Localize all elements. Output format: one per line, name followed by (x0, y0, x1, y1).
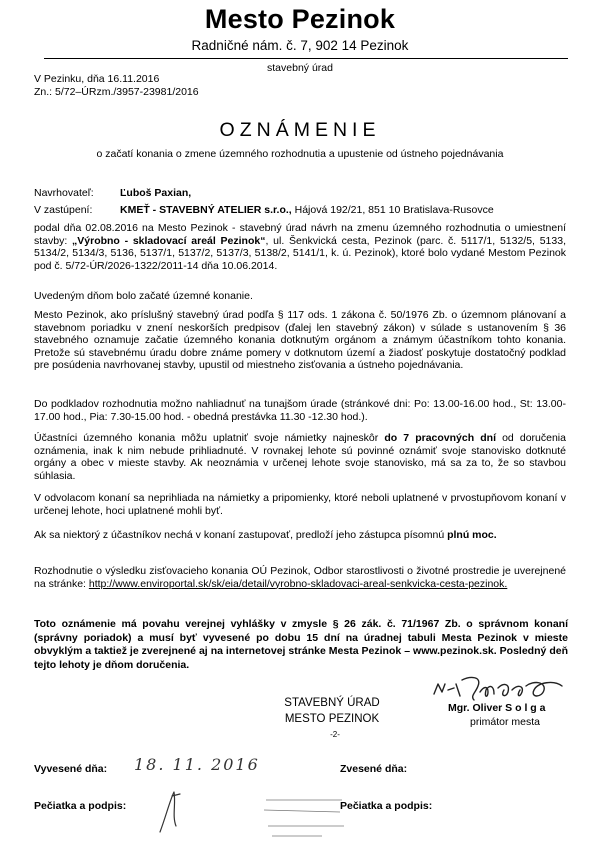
paragraph-started: Uvedeným dňom bolo začaté územné konanie. (34, 290, 253, 302)
place-date: V Pezinku, dňa 16.11.2016 (34, 73, 160, 85)
removed-label: Zvesené dňa: (340, 763, 408, 775)
construction-name: „Výrobno - skladovací areál Pezinok“ (72, 234, 266, 247)
representative-address: Hájová 192/21, 851 10 Bratislava-Rusovce (291, 204, 494, 216)
paragraph-inspection: Do podkladov rozhodnutia možno nahliadnuť na tunajšom úrade (stránkové dni: Po: 13.00-16.00 hod., St: 13.00-17.00 hod., Pia: 7.30-15.00 hod. - obedná prestávka 11.30 -12.30 hod.). (34, 398, 566, 423)
proposer-label: Navrhovateľ: (34, 187, 94, 199)
p1-text-a: podal dňa 02.08.2016 na Mesto Pezinok - stavebný úrad návrh na zmenu územného rozhodnutia o umiestnení stavby: (34, 222, 566, 247)
mayor-role: primátor mesta (470, 716, 541, 728)
header-rule (44, 58, 568, 59)
office-stamp-line1: STAVEBNÝ ÚRAD (284, 697, 380, 709)
mayor-name: Mgr. Oliver S o l g a (448, 702, 546, 714)
enviroportal-link[interactable]: http://www.enviroportal.sk/sk/eia/detail/vyrobno-skladovaci-areal-senkvicka-cesta-pezinok. (88, 577, 508, 590)
p8-text-a: Rozhodnutie o výsledku zisťovacieho konania OÚ Pezinok, Odbor starostlivosti o životné prostredie je uverejnené na stránke: (34, 565, 566, 590)
posted-label: Vyvesené dňa: (34, 763, 108, 775)
proposer-name: Ľuboš Paxian, (120, 187, 192, 199)
p5-text-c: od doručenia oznámenia, inak k nim nebude prihliadnuté. V rovnakej lehote sú povinné oznámiť svoje stanovisko dotknuté orgány a obec v mieste stavby. Ak neoznámia v určenej lehote svoje stanovisko, má sa za to, že so stavbou súhlasia. (34, 432, 566, 482)
stamp-label-right: Pečiatka a podpis: (340, 800, 433, 812)
city-title: Mesto Pezinok (204, 4, 396, 34)
paragraph-objections (34, 432, 566, 482)
stamp-label-left: Pečiatka a podpis: (34, 800, 127, 812)
power-of-attorney: plnú moc. (447, 529, 497, 541)
paragraph-authority: Mesto Pezinok, ako príslušný stavebný úrad podľa § 117 ods. 1 zákona č. 50/1976 Zb. o územnom plánovaní a stavebnom poriadku v znení neskorších predpisov (ďalej len stavebný zákon) v súlade s ustanovením § 36 stavebného oznamuje začatie územného konania dotknutým orgánom a známym účastníkom tohto konania. Pretože sú stavebnému úradu dobre známe pomery v dotknutom území a žiadosť poskytuje dostatočný podklad pre posúdenia navrhovanej stavby, upustil od miestneho zisťovania a ústneho pojednávania. (34, 309, 566, 372)
representative-name: KMEŤ - STAVEBNÝ ATELIER s.r.o., (120, 204, 292, 216)
p1-text-c: , ul. Šenkvická cesta, Pezinok (parc. č. 5117/1, 5132/5, 5133, 5134/2, 5134/3, 5136, 5137/1, 5137/2, 5137/3, 5138/2, 5141/1, k. ú. Pezinok), ktoré bolo vydané Mestom Pezinok pod č. 5/72-ÚR/2026-1322/2011-14 dňa 10.06.2014. (34, 234, 566, 272)
representative-row (34, 204, 494, 216)
posted-date: 18. 11. 2016 (134, 755, 260, 774)
deadline-text: do 7 pracovných dní (384, 432, 496, 444)
office-name: stavebný úrad (267, 62, 333, 74)
reference-number: Zn.: 5/72–ÚRzm./3957-23981/2016 (34, 86, 199, 98)
paragraph-application (34, 222, 566, 272)
p5-text-a: Účastníci územného konania môžu uplatniť svoje námietky najneskôr (34, 432, 385, 444)
paragraph-representation (34, 529, 566, 542)
posting-signature (150, 786, 190, 836)
document-subheading: o začatí konania o zmene územného rozhodnutia a upustenie od ústneho pojednávania (96, 148, 504, 160)
page-number: -2- (330, 730, 340, 739)
representative-label: V zastúpení: (34, 204, 93, 216)
public-notice: Toto oznámenie má povahu verejnej vyhlášky v zmysle § 26 zák. č. 71/1967 Zb. o správnom konaní (správny poriadok) a musí byť vyvesené po dobu 15 dní na úradnej tabuli Mesta Pezinok v mieste obvyklým a taktiež je zverejnené aj na internetovej stránke Mesta Pezinok – www.pezinok.sk. Posledný deň tejto lehoty je dňom doručenia. (34, 618, 568, 671)
proposer-row (34, 187, 191, 199)
city-stamp (262, 790, 346, 842)
p7-text-a: Ak sa niektorý z účastníkov nechá v konaní zastupovať, predloží jeho zástupca písomnú (34, 529, 448, 541)
city-address: Radničné nám. č. 7, 902 14 Pezinok (191, 38, 409, 53)
document-heading: OZNÁMENIE (219, 119, 381, 141)
paragraph-decision (34, 565, 566, 590)
office-stamp-line2: MESTO PEZINOK (284, 713, 380, 725)
paragraph-appeal: V odvolacom konaní sa neprihliada na námietky a pripomienky, ktoré neboli uplatnené v prvostupňovom konaní v určenej lehote, hoci uplatnené mohli byť. (34, 492, 566, 517)
